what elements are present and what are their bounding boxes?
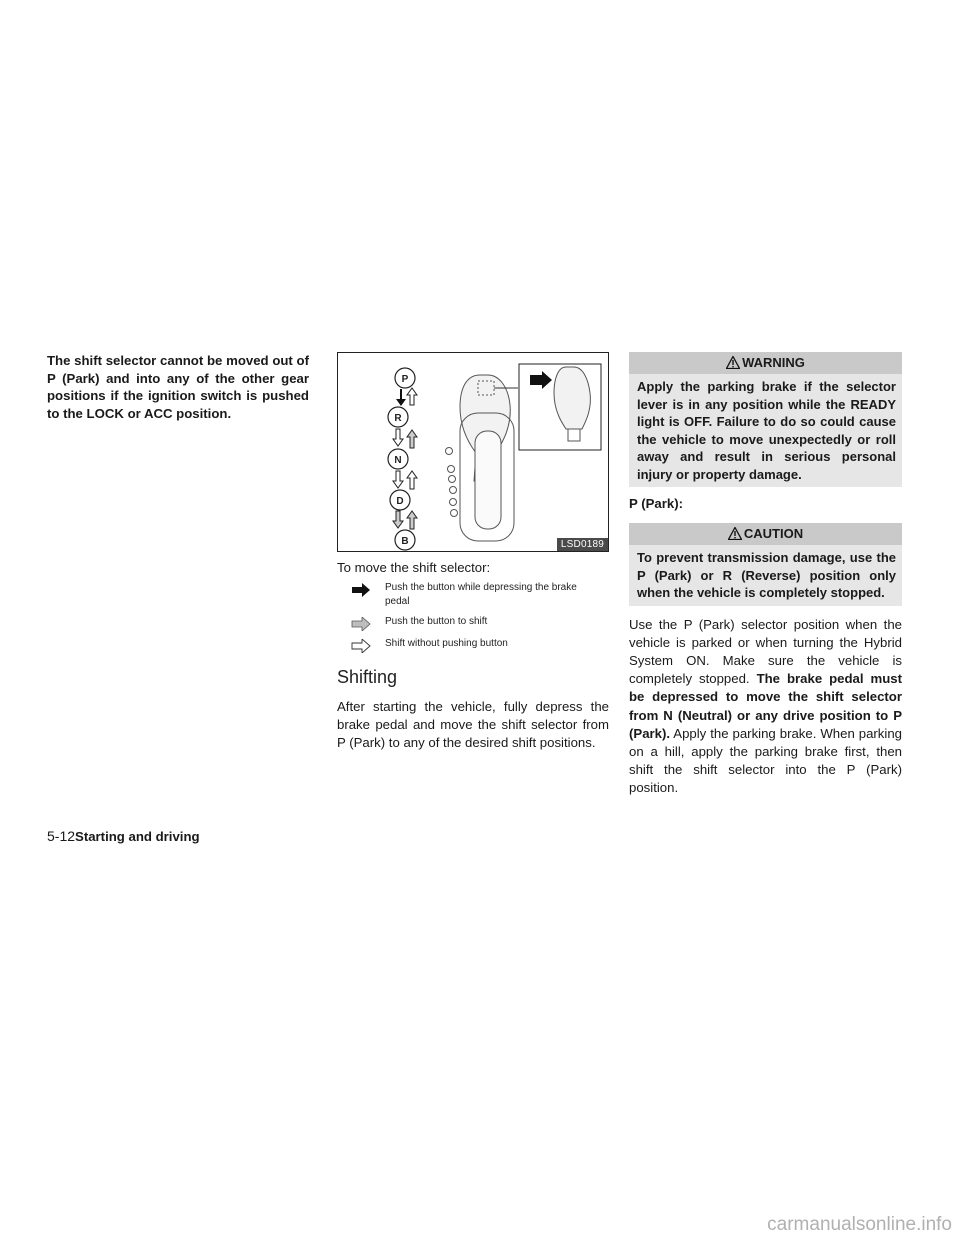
gray-arrow-icon bbox=[337, 615, 385, 631]
warning-triangle-icon bbox=[726, 354, 740, 376]
intro-paragraph: The shift selector cannot be moved out of P (Park) and into any of the other gear positions if the ignition switch is pushed to the LOCK or ACC position. bbox=[47, 353, 309, 421]
shift-selector-figure bbox=[337, 352, 609, 552]
figure-code: LSD0189 bbox=[557, 538, 608, 551]
watermark: carmanualsonline.info bbox=[767, 1214, 952, 1235]
footer-section: Starting and driving bbox=[75, 829, 200, 844]
up-gray-arrow-icon bbox=[407, 511, 417, 529]
column-1 bbox=[47, 352, 309, 422]
caution-box bbox=[629, 523, 902, 606]
caution-body: To prevent transmission damage, use the P (Park) or R (Reverse) position only when the vehicle is completely stopped. bbox=[629, 545, 902, 606]
position-n-label: N bbox=[394, 455, 402, 466]
column-2 bbox=[337, 352, 609, 753]
shifting-paragraph: After starting the vehicle, fully depress the brake pedal and move the shift selector from P (Park) to any of the desired shift positions. bbox=[337, 699, 609, 751]
park-paragraph: Use the P (Park) selector position when the vehicle is parked or when turning the Hybrid System ON. Make sure the vehicle is completely stopped. The brake pedal must be depressed to move the shift selector from N (Neutral) or any drive position to P (Park). Apply the parking brake. When parking on a hill, apply the parking brake first, then shift the shift selector into the P (Park) position. bbox=[629, 616, 903, 796]
figure-caption: To move the shift selector: bbox=[337, 560, 491, 575]
section-title: Shifting bbox=[337, 667, 398, 687]
down-arrow-icon bbox=[393, 471, 403, 488]
legend-item bbox=[337, 637, 609, 653]
down-arrow-icon bbox=[393, 429, 403, 446]
shift-slot bbox=[475, 431, 501, 529]
caution-triangle-icon bbox=[728, 525, 742, 547]
legend-text: Shift without pushing button bbox=[385, 638, 508, 649]
down-gray-arrow-icon bbox=[393, 511, 403, 528]
solid-arrow-icon bbox=[337, 581, 385, 597]
position-b-label: B bbox=[401, 536, 409, 547]
warning-title: WARNING bbox=[629, 352, 902, 374]
page-number: 5-12 bbox=[47, 828, 76, 844]
warning-box bbox=[629, 352, 902, 487]
up-arrow-icon bbox=[407, 471, 417, 489]
page-footer bbox=[47, 828, 200, 844]
legend-item bbox=[337, 615, 609, 631]
legend-text: Push the button to shift bbox=[385, 616, 488, 627]
position-d-label: D bbox=[396, 496, 404, 507]
column-3 bbox=[629, 352, 902, 798]
up-arrow-icon bbox=[407, 388, 417, 405]
caution-title: CAUTION bbox=[629, 523, 902, 545]
shift-diagram bbox=[338, 353, 610, 553]
position-p-label: P bbox=[401, 374, 409, 385]
park-heading: P (Park): bbox=[629, 496, 683, 511]
position-r-label: R bbox=[394, 413, 402, 424]
legend-item bbox=[337, 581, 609, 609]
up-gray-arrow-icon bbox=[407, 430, 417, 448]
warning-body: Apply the parking brake if the selector lever is in any position while the READY light is OFF. Failure to do so could cause the vehicle to move unexpectedly or roll away and result in serious personal injury or property damage. bbox=[629, 374, 902, 487]
legend-text: Push the button while depressing the brake pedal bbox=[385, 582, 577, 607]
solid-down-arrow-icon bbox=[396, 389, 406, 406]
outline-arrow-icon bbox=[337, 637, 385, 653]
